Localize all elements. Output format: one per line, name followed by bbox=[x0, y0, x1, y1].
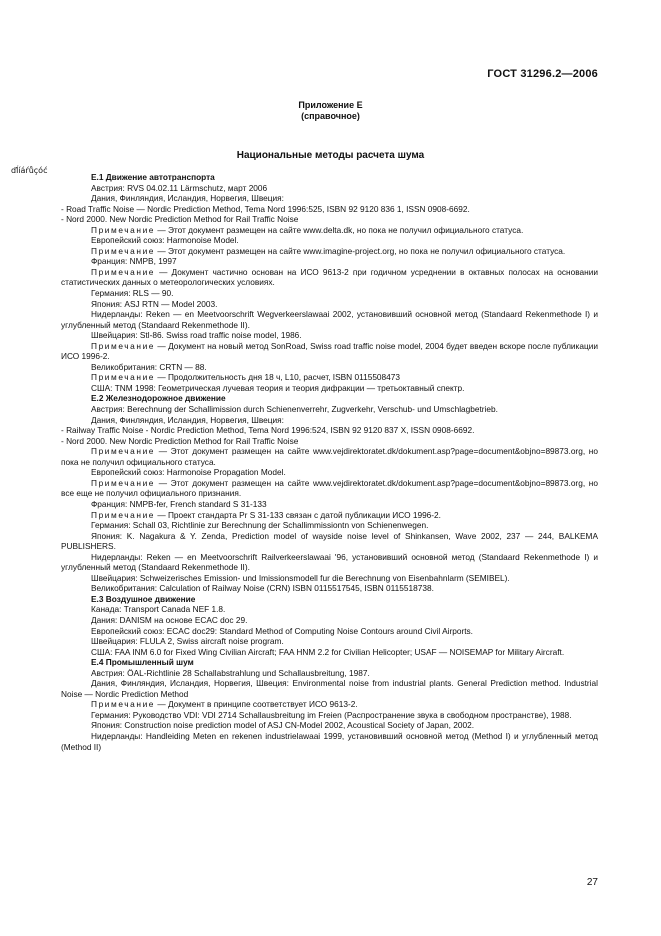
note: Примечание — Этот документ размещен на сайте www.delta.dk, но пока не получил официального статуса. bbox=[91, 224, 524, 235]
section-heading: Е.4 Промышленный шум bbox=[91, 657, 194, 668]
note-label: Примечание bbox=[91, 699, 156, 710]
paragraph: Швейцария: Schweizerisches Emission- und Imissionsmodell fur die Berechnung von Eisenbahnlarm (SEMIBEL). bbox=[91, 572, 510, 583]
paragraph: Нидерланды: Reken — en Meetvoorschrift Railverkeerslawaai '96, установивший основной метод (Standaard Rekenmethode I) и углубленный метод (Standaard Rekenmethode II). bbox=[61, 551, 598, 573]
note-label: Примечание bbox=[91, 224, 156, 235]
document-body bbox=[61, 172, 598, 752]
note-label: Примечание bbox=[91, 509, 156, 520]
note: Примечание — Документ на новый метод SonRoad, Swiss road traffic noise model, 2004 будет введен вскоре после публикации ИСО 1996-2. bbox=[61, 340, 598, 362]
note: Примечание — Продолжительность дня 18 ч, L10, расчет, ISBN 0115508473 bbox=[91, 372, 401, 383]
annex-subtitle: (справочное) bbox=[301, 111, 360, 121]
section-heading: Е.3 Воздушное движение bbox=[91, 593, 196, 604]
paragraph: Дания, Финляндия, Исландия, Норвегия, Швеция: bbox=[91, 193, 284, 204]
annex-title: Приложение Е bbox=[298, 100, 363, 110]
note-label: Примечание bbox=[91, 340, 156, 351]
paragraph: США: FAA INM 6.0 for Fixed Wing Civilian Aircraft; FAA HNM 2.2 for Civilian Helicopter; USAF — NOISEMAP for Military Aircraft. bbox=[91, 646, 565, 657]
paragraph: Европейский союз: Harmonoise Propagation Model. bbox=[91, 467, 286, 478]
paragraph: Австрия: RVS 04.02.11 Lärmschutz, март 2006 bbox=[91, 182, 268, 193]
paragraph: Нидерланды: Reken — en Meetvoorschrift Wegverkeerslawaai 2002, установивший основной метод (Standaard Rekenmethode I) и углубленный метод (Standaard Rekenmethode II). bbox=[61, 309, 598, 330]
margin-mark: ďĺíáŕůçóć bbox=[11, 166, 48, 175]
paragraph: Франция: NMPB-fer, French standard S 31-133 bbox=[91, 498, 267, 509]
note-label: Примечание bbox=[91, 266, 156, 277]
paragraph: Япония: K. Nagakura & Y. Zenda, Prediction model of wayside noise level of Shinkansen, Wave 2002, 237 — 244, BALKEMA PUBLISHERS. bbox=[61, 530, 598, 552]
paragraph: Нидерланды: Handleiding Meten en rekenen industrielawaai 1999, установивший основной метод (Method I) и углубленный метод (Method II) bbox=[61, 730, 598, 752]
paragraph: Япония: Construction noise prediction model of ASJ CN-Model 2002, Acoustical Society of Japan, 2002. bbox=[91, 720, 475, 731]
paragraph: Франция: NMPB, 1997 bbox=[91, 256, 177, 267]
paragraph: Дания, Финляндия, Исландия, Норвегия, Швеция: bbox=[91, 414, 284, 425]
note: Примечание — Документ частично основан на ИСО 9613-2 при годичном усреднении в октавных полосах на основании статистических данных о метеорологических условиях. bbox=[61, 266, 598, 288]
paragraph: - Road Traffic Noise — Nordic Prediction Method, Tema Nord 1996:525, ISBN 92 9120 836 1, ISSN 0908-6692. bbox=[61, 203, 470, 214]
paragraph: Австрия: ÖAL-Richtlinie 28 Schallabstrahlung und Schallausbreitung, 1987. bbox=[91, 667, 370, 678]
note: Примечание — Этот документ размещен на сайте www.vejdirektoratet.dk/dokument.asp?page=document&objno=89873.org, но все еще не получил официального признания. bbox=[61, 477, 598, 499]
paragraph: Европейский союз: ECAC doc29: Standard Method of Computing Noise Contours around Civil Airports. bbox=[91, 625, 473, 636]
paragraph: Канада: Transport Canada NEF 1.8. bbox=[91, 604, 226, 615]
paragraph: Германия: RLS — 90. bbox=[91, 288, 174, 299]
paragraph: США: TNM 1998: Геометрическая лучевая теория и теория дифракции — третьоктавный спектр. bbox=[91, 382, 465, 393]
paragraph: Швейцария: Stl-86. Swiss road traffic noise model, 1986. bbox=[91, 330, 302, 341]
paragraph: Австрия: Berechnung der Schallimission durch Schienenverrehr, Zugverkehr, Verschub- und Umschlagbetrieb. bbox=[91, 404, 498, 415]
paragraph: Германия: Руководство VDI: VDI 2714 Schallausbreitung im Freien (Распространение звука в свободном пространстве), 1988. bbox=[91, 709, 572, 720]
note-label: Примечание bbox=[91, 477, 156, 488]
paragraph: Великобритания: Calculation of Railway Noise (CRN) ISBN 0115517545, ISBN 0115518738. bbox=[91, 583, 434, 594]
paragraph: Дания, Финляндия, Исландия, Норвегия, Швеция: Environmental noise from industrial plants. General Prediction method. Industrial Noise — Nordic Prediction Method bbox=[61, 678, 598, 699]
section-heading: Е.2 Железнодорожное движение bbox=[91, 393, 226, 404]
note-label: Примечание bbox=[91, 372, 156, 383]
note: Примечание — Этот документ размещен на сайте www.vejdirektoratet.dk/dokument.asp?page=document&objno=89873.org, но пока не получил официального статуса. bbox=[61, 446, 598, 467]
note: Примечание — Этот документ размещен на сайте www.imagine-project.org, но пока не получил официального статуса. bbox=[91, 245, 566, 256]
document-title: Национальные методы расчета шума bbox=[236, 150, 425, 161]
paragraph: - Nord 2000. New Nordic Prediction Method for Rail Traffic Noise bbox=[61, 435, 299, 446]
page-number: 27 bbox=[586, 877, 598, 888]
paragraph: - Railway Traffic Noise - Nordic Prediction Method, Tema Nord 1996:524, ISBN 92 9120 837 X, ISSN 0908-6692. bbox=[61, 425, 475, 436]
standard-code: ГОСТ 31296.2—2006 bbox=[487, 68, 598, 80]
paragraph: Германия: Schall 03, Richtlinie zur Berechnung der Schallimmissiontn von Schienenwegen. bbox=[91, 520, 429, 531]
note: Примечание — Документ в принципе соответствует ИСО 9613-2. bbox=[91, 699, 358, 710]
paragraph: Япония: ASJ RTN — Model 2003. bbox=[91, 298, 218, 309]
paragraph: Дания: DANISM на основе ECAC doc 29. bbox=[91, 614, 248, 625]
paragraph: - Nord 2000. New Nordic Prediction Method for Rail Traffic Noise bbox=[61, 214, 299, 225]
note-label: Примечание bbox=[91, 245, 156, 256]
section-heading: Е.1 Движение автотранспорта bbox=[91, 172, 215, 182]
paragraph: Великобритания: CRTN — 88. bbox=[91, 361, 207, 372]
paragraph: Европейский союз: Harmonoise Model. bbox=[91, 235, 239, 246]
note: Примечание — Проект стандарта Pr S 31-133 связан с датой публикации ИСО 1996-2. bbox=[91, 509, 441, 520]
note-label: Примечание bbox=[91, 446, 156, 457]
annex-heading bbox=[0, 100, 661, 122]
paragraph: Швейцария: FLULA 2, Swiss aircraft noise program. bbox=[91, 636, 284, 647]
